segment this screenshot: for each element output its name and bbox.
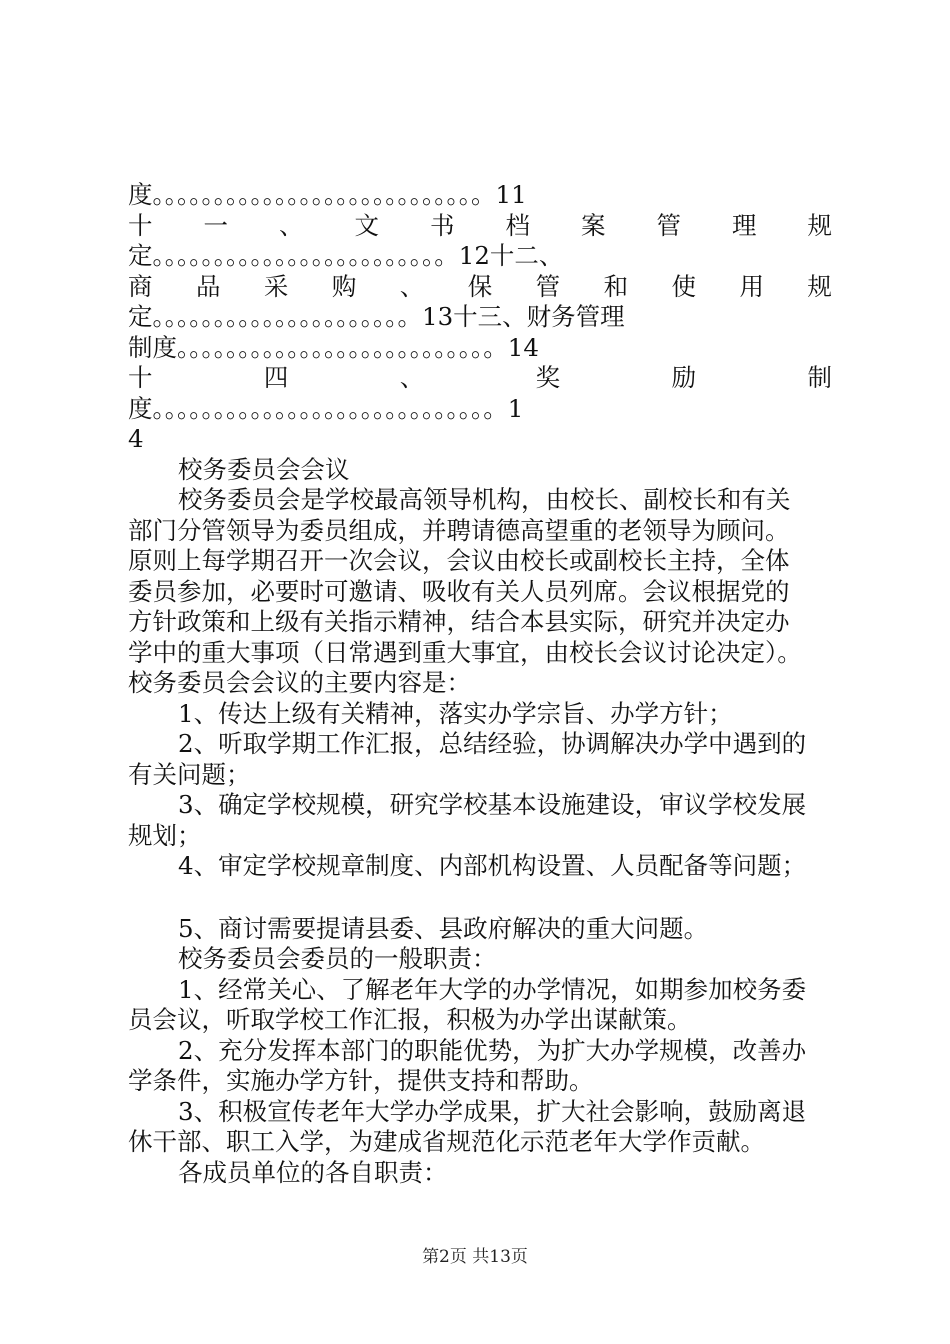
duty-item-cont: 学条件，实施办学方针，提供支持和帮助。	[128, 1066, 594, 1095]
paragraph-line: 部门分管领导为委员组成，并聘请德高望重的老领导为顾问。	[128, 515, 790, 545]
section-title: 校务委员会会议	[178, 454, 350, 484]
duty-item: 3、积极宣传老年大学办学成果，扩大社会影响，鼓励离退	[178, 1096, 807, 1126]
toc-line: 定。。。。。。。。。。。。。。。。。。。。。。。。12十二、	[128, 241, 564, 270]
toc-line: 度。。。。。。。。。。。。。。。。。。。。。。。。。。。。1	[128, 393, 524, 423]
toc-line: 定。。。。。。。。。。。。。。。。。。。。。13十三、财务管理	[128, 302, 625, 331]
paragraph-line: 校务委员会会议的主要内容是：	[128, 668, 471, 697]
toc-line: 4	[128, 424, 144, 453]
list-item: 2、听取学期工作汇报，总结经验，协调解决办学中遇到的	[178, 729, 807, 758]
list-item-cont: 规划；	[128, 820, 202, 850]
list-item: 4、审定学校规章制度、内部机构设置、人员配备等问题；	[178, 851, 807, 880]
list-item: 5、商讨需要提请县委、县政府解决的重大问题。	[178, 913, 709, 943]
paragraph-line: 委员参加，必要时可邀请、吸收有关人员列席。会议根据党的	[128, 576, 790, 606]
toc-line-spread: 商 品 采 购 、 保 管 和 使 用 规	[128, 271, 832, 301]
paragraph-line: 学中的重大事项（日常遇到重大事宜，由校长会议讨论决定）。	[128, 637, 802, 667]
toc-line: 制度。。。。。。。。。。。。。。。。。。。。。。。。。。14	[128, 332, 539, 362]
document-body	[128, 180, 832, 1188]
list-item: 1、传达上级有关精神，落实办学宗旨、办学方针；	[178, 698, 733, 728]
paragraph-line: 原则上每学期召开一次会议，会议由校长或副校长主持，全体	[128, 546, 790, 575]
paragraph-line: 方针政策和上级有关指示精神，结合本县实际，研究并决定办	[128, 607, 790, 636]
duty-item: 2、充分发挥本部门的职能优势，为扩大办学规模，改善办	[178, 1035, 807, 1065]
subsection-title: 校务委员会委员的一般职责：	[178, 944, 497, 973]
page-number-footer: 第2页 共13页	[422, 1247, 528, 1267]
blank-line	[128, 882, 832, 914]
list-item: 3、确定学校规模，研究学校基本设施建设，审议学校发展	[178, 790, 807, 819]
subsection-title: 各成员单位的各自职责：	[178, 1157, 448, 1187]
duty-item: 1、经常关心、了解老年大学的办学情况，如期参加校务委	[178, 974, 807, 1004]
duty-item-cont: 休干部、职工入学，为建成省规范化示范老年大学作贡献。	[128, 1127, 765, 1156]
list-item-cont: 有关问题；	[128, 759, 251, 789]
paragraph-line: 校务委员会是学校最高领导机构，由校长、副校长和有关	[178, 485, 791, 514]
toc-line-spread: 十 四 、 奖 励 制	[128, 363, 832, 392]
duty-item-cont: 员会议，听取学校工作汇报，积极为办学出谋献策。	[128, 1005, 692, 1034]
toc-line: 度。。。。。。。。。。。。。。。。。。。。。。。。。。。11	[128, 180, 527, 209]
toc-line-spread: 十 一 、 文 书 档 案 管 理 规	[128, 210, 832, 240]
